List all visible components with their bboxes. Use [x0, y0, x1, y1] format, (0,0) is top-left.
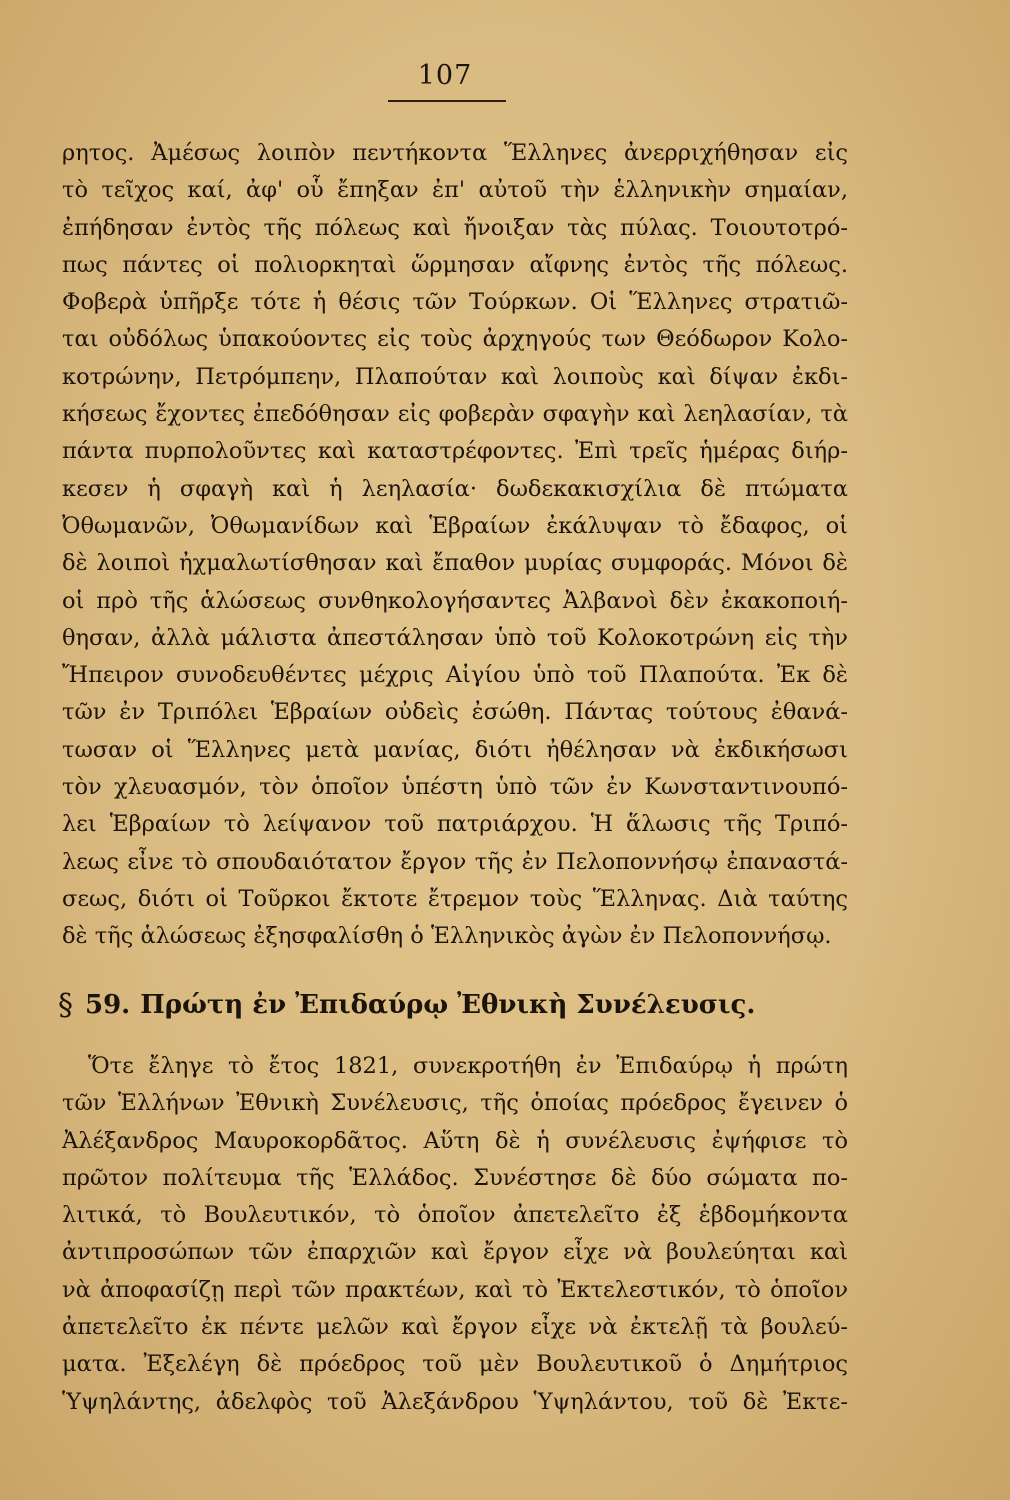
text-line: λει Ἑβραίων τὸ λείψανον τοῦ πατριάρχου. Ἡ ἅλωσις τῆς Τριπό-	[62, 811, 848, 838]
text-line: Ὑψηλάντης, ἀδελφὸς τοῦ Ἀλεξάνδρου Ὑψηλάντου, τοῦ δὲ Ἐκτε-	[62, 1388, 848, 1415]
text-line: τὸν χλευασμόν, τὸν ὁποῖον ὑπέστη ὑπὸ τῶν ἐν Κωνσταντινουπό-	[62, 774, 848, 801]
text-line: ται οὐδόλως ὑπακούοντες εἰς τοὺς ἀρχηγούς των Θεόδωρον Κολο-	[62, 326, 848, 353]
text-line: Ὀθωμανῶν, Ὀθωμανίδων καὶ Ἑβραίων ἐκάλυψαν τὸ ἔδαφος, οἱ	[62, 512, 848, 539]
text-line: ρητος. Ἀμέσως λοιπὸν πεντήκοντα Ἕλληνες ἀνερριχήθησαν εἰς	[62, 140, 848, 166]
paragraph-siege-of-tripoli	[62, 135, 848, 956]
text-line: Ἤπειρον συνοδευθέντες μέχρις Αἰγίου ὑπὸ τοῦ Πλαπούτα. Ἐκ δὲ	[62, 662, 848, 689]
text-line: ἀντιπροσώπων τῶν ἐπαρχιῶν καὶ ἔργον εἶχε νὰ βουλεύηται καὶ	[62, 1239, 848, 1266]
text-line: θησαν, ἀλλὰ μάλιστα ἀπεστάλησαν ὑπὸ τοῦ Κολοκοτρώνη εἰς τὴν	[62, 624, 848, 651]
text-line: δὲ λοιποὶ ἠχμαλωτίσθησαν καὶ ἔπαθον μυρίας συμφοράς. Μόνοι δὲ	[62, 550, 848, 577]
text-line: λεως εἶνε τὸ σπουδαιότατον ἔργον τῆς ἐν Πελοποννήσῳ ἐπαναστά-	[62, 848, 848, 875]
text-line: τὸ τεῖχος καί, ἀφ' οὗ ἔπηξαν ἐπ' αὐτοῦ τὴν ἑλληνικὴν σημαίαν,	[62, 177, 848, 204]
text-line: ἀπετελεῖτο ἐκ πέντε μελῶν καὶ ἔργον εἶχε νὰ ἐκτελῇ τὰ βουλεύ-	[62, 1314, 848, 1341]
section-number: 59.	[85, 990, 131, 1020]
text-line: οἱ πρὸ τῆς ἁλώσεως συνθηκολογήσαντες Ἀλβανοὶ δὲν ἐκακοποιή-	[62, 587, 848, 614]
text-line: Ὅτε ἔληγε τὸ ἔτος 1821, συνεκροτήθη ἐν Ἐπιδαύρῳ ἡ πρώτη	[88, 1053, 848, 1079]
text-line: τῶν ἐν Τριπόλει Ἑβραίων οὐδεὶς ἐσώθη. Πάντας τούτους ἐθανά-	[62, 699, 848, 726]
text-line: πως πάντες οἱ πολιορκηταὶ ὥρμησαν αἴφνης ἐντὸς τῆς πόλεως.	[62, 251, 848, 278]
section-title: Πρώτη ἐν Ἐπιδαύρῳ Ἐθνικὴ Συνέλευσις.	[140, 990, 756, 1020]
text-line: ματα. Ἐξελέγη δὲ πρόεδρος τοῦ μὲν Βουλευτικοῦ ὁ Δημήτριος	[62, 1351, 848, 1378]
text-line: Φοβερὰ ὑπῆρξε τότε ἡ θέσις τῶν Τούρκων. Οἱ Ἕλληνες στρατιῶ-	[62, 289, 848, 316]
section-mark: §	[58, 988, 73, 1023]
text-line: ἐπήδησαν ἐντὸς τῆς πόλεως καὶ ἤνοιξαν τὰς πύλας. Τοιουτοτρό-	[62, 214, 848, 241]
text-line: τῶν Ἑλλήνων Ἐθνικὴ Συνέλευσις, τῆς ὁποίας πρόεδρος ἔγεινεν ὁ	[62, 1090, 848, 1117]
text-line: κεσεν ἡ σφαγὴ καὶ ἡ λεηλασία· δωδεκακισχίλια δὲ πτώματα	[62, 475, 848, 502]
text-line: δὲ τῆς ἁλώσεως ἐξησφαλίσθη ὁ Ἑλληνικὸς ἀγὼν ἐν Πελοποννήσῳ.	[62, 923, 832, 950]
text-line: κήσεως ἔχοντες ἐπεδόθησαν εἰς φοβερὰν σφαγὴν καὶ λεηλασίαν, τὰ	[62, 401, 848, 428]
header-rule	[388, 100, 506, 102]
text-line: λιτικά, τὸ Βουλευτικόν, τὸ ὁποῖον ἀπετελεῖτο ἐξ ἑβδομήκοντα	[62, 1202, 848, 1229]
text-line: σεως, διότι οἱ Τοῦρκοι ἔκτοτε ἔτρεμον τοὺς Ἕλληνας. Διὰ ταύτης	[62, 885, 848, 912]
text-line: κοτρώνην, Πετρόμπεην, Πλαπούταν καὶ λοιποὺς καὶ δίψαν ἐκδι-	[62, 363, 848, 390]
paragraph-first-national-assembly	[62, 1048, 848, 1421]
section-heading	[58, 984, 858, 1024]
page-number: 107	[417, 60, 473, 91]
text-line: νὰ ἀποφασίζῃ περὶ τῶν πρακτέων, καὶ τὸ Ἐκτελεστικόν, τὸ ὁποῖον	[62, 1276, 848, 1303]
text-line: πρῶτον πολίτευμα τῆς Ἑλλάδος. Συνέστησε δὲ δύο σώματα πο-	[62, 1164, 848, 1191]
text-line: Ἀλέξανδρος Μαυροκορδᾶτος. Αὕτη δὲ ἡ συνέλευσις ἐψήφισε τὸ	[62, 1127, 848, 1154]
text-line: πάντα πυρπολοῦντες καὶ καταστρέφοντες. Ἐπὶ τρεῖς ἡμέρας διήρ-	[62, 438, 848, 465]
text-line: τωσαν οἱ Ἕλληνες μετὰ μανίας, διότι ἠθέλησαν νὰ ἐκδικήσωσι	[62, 736, 848, 763]
